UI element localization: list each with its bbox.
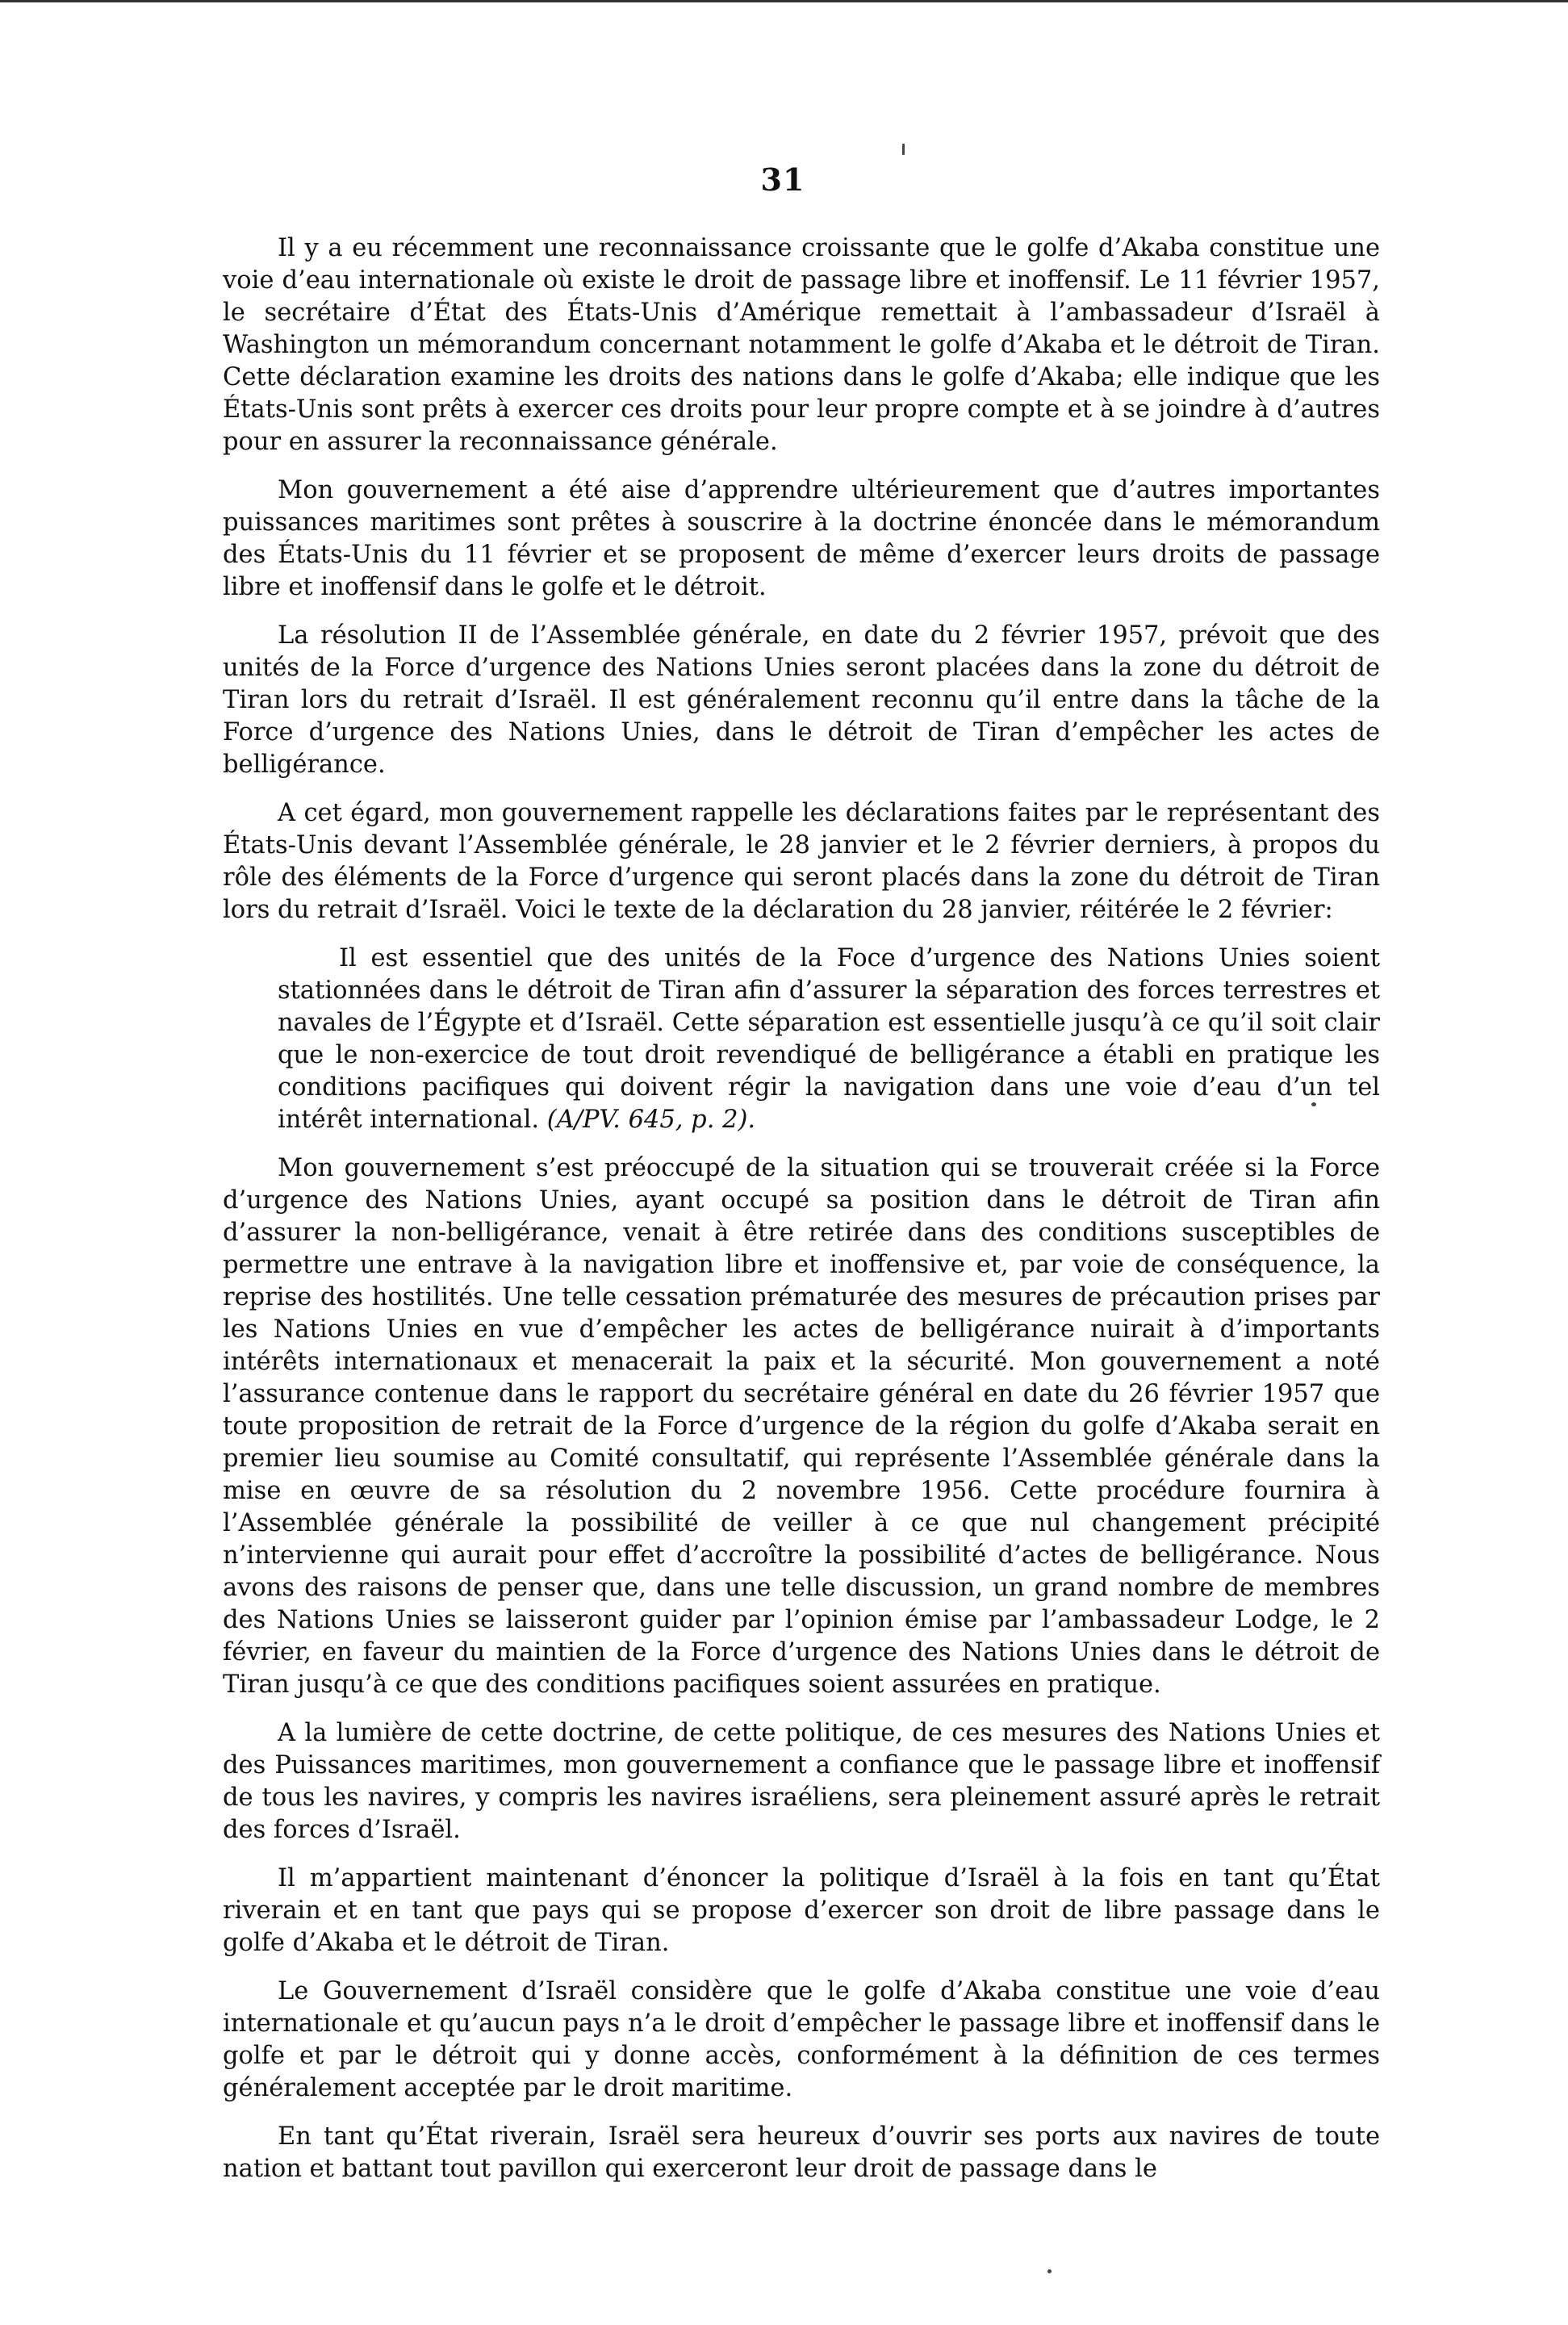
quote-text: Il est essentiel que des unités de la Foce d’urgence des Nations Unies soient stationnées dans le détroit de Tiran afin d’assurer la séparation des forces terrestres et navales de l’Égypte et d’Israël. Cette séparation est essentielle jusqu’à ce qu’il soit clair que le non-exercice de tout droit revendiqué de belligérance a établi en pratique les conditions pacifiques qui doivent régir la navigation dans une voie d’eau d’un tel intérêt international. xyxy=(278,944,1380,1134)
paragraph-international-waterway: Le Gouvernement d’Israël considère que le golfe d’Akaba constitue une voie d’eau internationale et qu’aucun pays n’a le droit d’empêcher le passage libre et inoffensif dans le golfe et par le détroit qui y donne accès, conformément à la définition de ces termes généralement acceptée par le droit maritime. xyxy=(223,1977,1380,2102)
block-quote xyxy=(223,943,1380,1136)
scan-speck xyxy=(1311,1102,1316,1106)
paragraph-resolution-ii: La résolution II de l’Assemblée générale, en date du 2 février 1957, prévoit que des unités de la Force d’urgence des Nations Unies seront placées dans la zone du détroit de Tiran lors du retrait d’Israël. Il est généralement reconnu qu’il entre dans la tâche de la Force d’urgence des Nations Unies, dans le détroit de Tiran d’empêcher les actes de belligérance. xyxy=(223,621,1380,779)
paragraph-confidence: A la lumière de cette doctrine, de cette politique, de ces mesures des Nations Unies et des Puissances maritimes, mon gouvernement a confiance que le passage libre et inoffensif de tous les navires, y compris les navires israéliens, sera pleinement assuré après le retrait des forces d’Israël. xyxy=(223,1719,1380,1844)
page-top-border xyxy=(0,0,1568,2)
paragraph-us-declarations: A cet égard, mon gouvernement rappelle les déclarations faites par le représentant des États-Unis devant l’Assemblée générale, le 28 janvier et le 2 février derniers, à propos du rôle des éléments de la Force d’urgence qui seront placés dans la zone du détroit de Tiran lors du retrait d’Israël. Voici le texte de la déclaration du 28 janvier, réitérée le 2 février: xyxy=(223,799,1380,924)
document-body xyxy=(223,232,1380,2202)
paragraph-israel-policy: Il m’appartient maintenant d’énoncer la politique d’Israël à la fois en tant qu’État riverain et en tant que pays qui se propose d’exercer son droit de libre passage dans le golfe d’Akaba et le détroit de Tiran. xyxy=(223,1864,1380,1957)
paragraph-withdrawal-concern: Mon gouvernement s’est préoccupé de la situation qui se trouverait créée si la Force d’urgence des Nations Unies, ayant occupé sa position dans le détroit de Tiran afin d’assurer la non-belligérance, venait à être retirée dans des conditions susceptibles de permettre une entrave à la navigation libre et inoffensive et, par voie de conséquence, la reprise des hostilités. Une telle cessation prématurée des mesures de précaution prises par les Nations Unies en vue d’empêcher les actes de belligérance nuirait à d’importants intérêts internationaux et menacerait la paix et la sécurité. Mon gouvernement a noté l’assurance contenue dans le rapport du secrétaire général en date du 26 février 1957 que toute proposition de retrait de la Force d’urgence de la région du golfe d’Akaba serait en premier lieu soumise au Comité consultatif, qui représente l’Assemblée générale dans la mise en œuvre de sa résolution du 2 novembre 1956. Cette procédure fournira à l’Assemblée générale la possibilité de veiller à ce que nul changement précipité n’intervienne qui aurait pour effet d’accroître la possibilité d’actes de belligérance. Nous avons des raisons de penser que, dans une telle discussion, un grand nombre de membres des Nations Unies se laisseront guider par l’opinion émise par l’ambassadeur Lodge, le 2 février, en faveur du maintien de la Force d’urgence des Nations Unies dans le détroit de Tiran jusqu’à ce que des conditions pacifiques soient assurées en pratique. xyxy=(223,1154,1380,1699)
quote-citation: (A/PV. 645, p. 2). xyxy=(546,1106,756,1134)
paragraph-riverain-state: En tant qu’État riverain, Israël sera heureux d’ouvrir ses ports aux navires de toute nation et battant tout pavillon qui exerceront leur droit de passage dans le xyxy=(223,2122,1380,2183)
scan-speck xyxy=(1047,2269,1052,2273)
paragraph-maritime-powers: Mon gouvernement a été aise d’apprendre ultérieurement que d’autres importantes puissances maritimes sont prêtes à souscrire à la doctrine énoncée dans le mémorandum des États-Unis du 11 février et se proposent de même d’exercer leurs droits de passage libre et inoffensif dans le golfe et le détroit. xyxy=(223,476,1380,601)
scan-speck xyxy=(902,144,905,155)
page-number: 31 xyxy=(760,161,805,198)
paragraph-gulf-recognition: Il y a eu récemment une reconnaissance croissante que le golfe d’Akaba constitue une voie d’eau internationale où existe le droit de passage libre et inoffensif. Le 11 février 1957, le secrétaire d’État des États-Unis d’Amérique remettait à l’ambassadeur d’Israël à Washington un mémorandum concernant notamment le golfe d’Akaba et le détroit de Tiran. Cette déclaration examine les droits des nations dans le golfe d’Akaba; elle indique que les États-Unis sont prêts à exercer ces droits pour leur propre compte et à se joindre à d’autres pour en assurer la reconnaissance générale. xyxy=(223,234,1380,456)
